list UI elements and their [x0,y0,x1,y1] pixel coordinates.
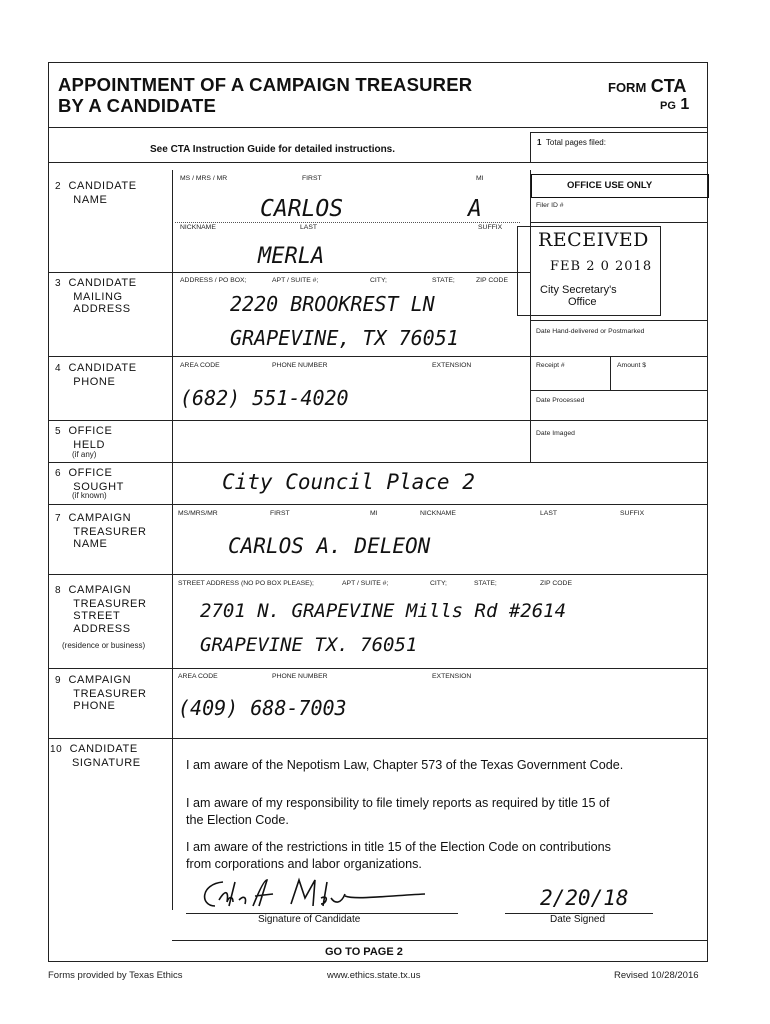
candidate-phone-value: (682) 551-4020 [180,386,349,410]
go-to-page-2: GO TO PAGE 2 [325,946,403,958]
form-title-line2: BY A CANDIDATE [58,95,216,116]
section-2-label: 2 CANDIDATE NAME [55,180,137,206]
date-hand-delivered-label: Date Hand-delivered or Postmarked [536,328,645,335]
section-5-label: 5 OFFICE HELD [55,425,113,451]
treasurer-name-value: CARLOS A. DELEON [228,534,431,558]
divider [48,127,708,128]
statement-reports: I am aware of my responsibility to file timely reports as required by title 15 of the Election Code. [186,796,610,827]
section-4-label: 4 CANDIDATE PHONE [55,362,137,388]
date-processed-label: Date Processed [536,397,585,404]
filer-id-label: Filer ID # [536,202,564,209]
candidate-signature-image [195,876,465,916]
section-10-label: 10 CANDIDATE SIGNATURE [50,743,141,769]
footer-left: Forms provided by Texas Ethics [48,970,183,981]
field-label-first: FIRST [302,175,322,182]
footer-revised: Revised 10/28/2016 [614,970,699,981]
amount-label: Amount $ [617,362,647,369]
date-signed-value: 2/20/18 [540,886,629,910]
received-stamp: RECEIVED FEB 2 0 2018 City Secretary's Office [517,226,661,316]
field-label-ms-mrs: MS / MRS / MR [180,175,228,182]
treasurer-address-line2-value: GRAPEVINE TX. 76051 [200,634,418,656]
section-3-label: 3 CANDIDATE MAILING ADDRESS [55,277,137,315]
footer-url: www.ethics.state.tx.us [327,970,421,981]
section-9-label: 9 CAMPAIGN TREASURER PHONE [55,674,147,712]
form-code: FORM CTA [608,76,687,96]
section-6-label: 6 OFFICE SOUGHT [55,467,124,493]
receipt-label: Receipt # [536,362,565,369]
signature-caption: Signature of Candidate [258,914,361,925]
field-label-nickname: NICKNAME [180,224,216,231]
candidate-address-line2-value: GRAPEVINE, TX 76051 [230,326,459,350]
office-sought-value: City Council Place 2 [222,470,475,494]
treasurer-phone-value: (409) 688-7003 [178,696,347,720]
total-pages-label: 1 Total pages filed: [537,138,606,147]
statement-nepotism: I am aware of the Nepotism Law, Chapter 573 of the Texas Government Code. [186,758,624,772]
field-label-mi: MI [476,175,484,182]
instructions-text: See CTA Instruction Guide for detailed instructions. [150,144,396,155]
section-7-label: 7 CAMPAIGN TREASURER NAME [55,512,147,550]
candidate-address-line1-value: 2220 BROOKREST LN [230,292,435,316]
field-label-suffix: SUFFIX [478,224,503,231]
field-label-last: LAST [300,224,317,231]
date-imaged-label: Date Imaged [536,430,575,437]
page-number: PG 1 [660,96,690,113]
treasurer-address-line1-value: 2701 N. GRAPEVINE Mills Rd #2614 [200,600,567,622]
office-use-title: OFFICE USE ONLY [567,180,653,191]
section-8-label: 8 CAMPAIGN TREASURER STREET ADDRESS [55,584,147,635]
candidate-first-name-value: CARLOS [260,196,344,222]
date-signed-caption: Date Signed [550,914,606,925]
candidate-last-name-value: MERLA [258,244,325,269]
form-title-line1: APPOINTMENT OF A CAMPAIGN TREASURER [58,74,473,95]
statement-contributions: I am aware of the restrictions in title 15 of the Election Code on contributions from corporations and labor organizations. [186,840,611,871]
candidate-mi-value: A [468,196,482,222]
